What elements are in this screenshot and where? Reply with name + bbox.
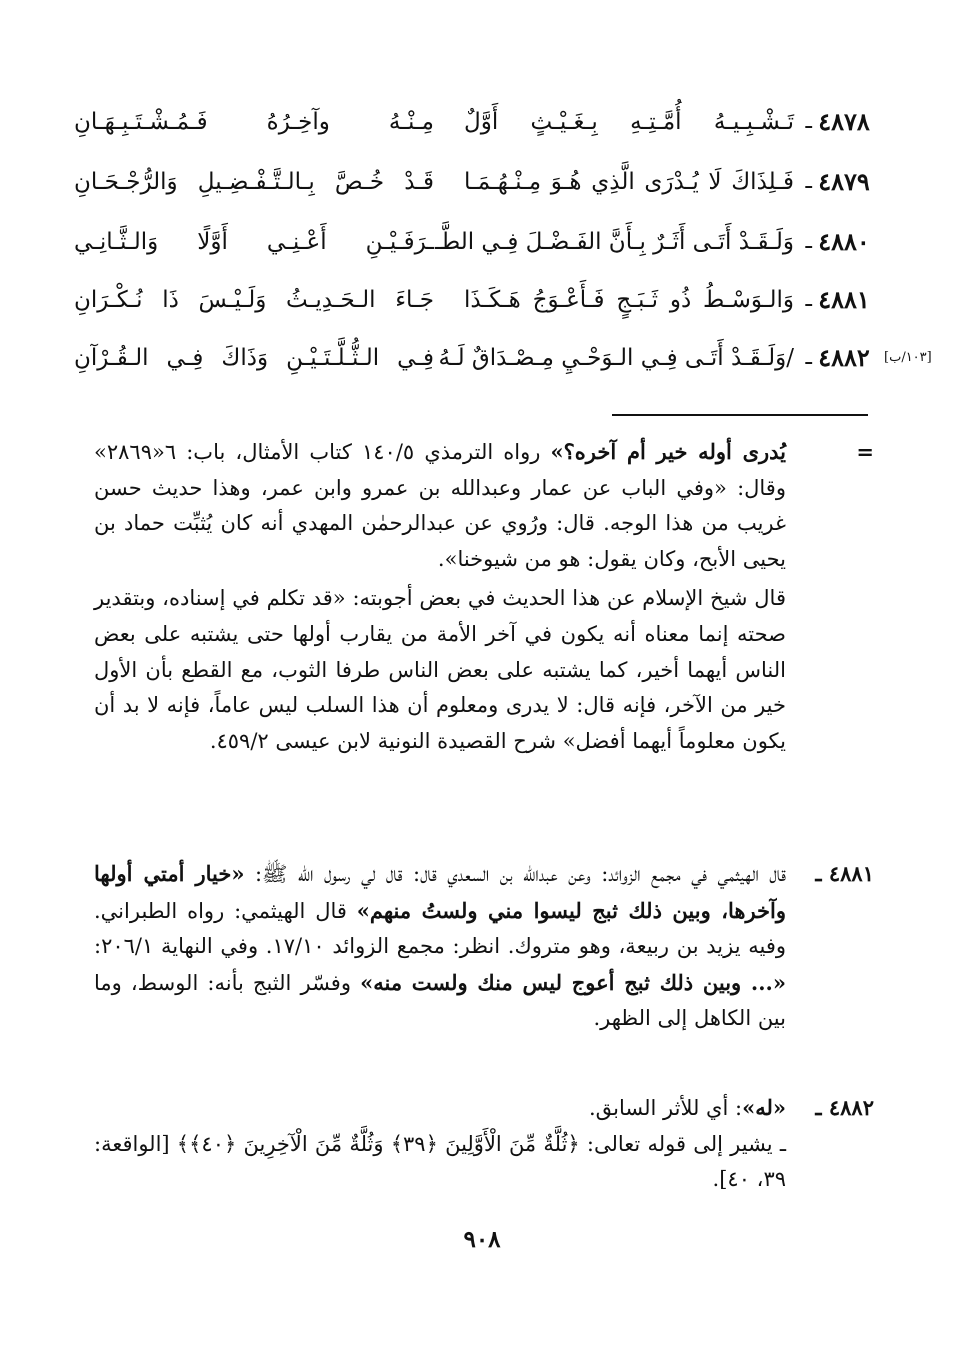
footnote-text: وفسّر الثبج بأنه: الوسط، وما بين الكاهل إلى الظهر. [94, 970, 786, 1031]
verse-dash: ـ [805, 169, 812, 194]
quoted-word: «له» [742, 1095, 786, 1120]
verse-second-hemistich: جَـاءَ الـحَـدِيـثُ وَلَـيْـسَ ذَا نُـكْـرَانِ [74, 287, 434, 313]
hadith-quote: «... وبين ذلك ثبج أعوج ليس منك ولست منه» [360, 969, 786, 995]
verse-first-hemistich: فَـلِذَاكَ لَا يُـدْرَى الَّذِي هُـوَ مِـنْـهُـمَـا [464, 169, 794, 195]
verse-number: ٤٨٧٨ [818, 107, 870, 136]
verse-second-hemistich: مِـنْـهُ وآخِـرُهُ فَـمُـشْـتَـبِـهَـانِ [74, 109, 434, 135]
footnote-4881 [94, 856, 874, 1037]
verse-first-hemistich: وَالـوَسْـطُ ذُو ثَـبَـجٍ فَـأَعْـوَجُ هَـكَـذَا [464, 287, 794, 313]
footnote-continued [94, 434, 874, 759]
verse-4880 [44, 220, 874, 270]
verse-dash: ـ [805, 109, 812, 134]
footnote-text: : أي للأثر السابق. [588, 1096, 743, 1120]
verse-4879 [44, 160, 874, 210]
verse-number: ٤٨٨٠ [818, 227, 870, 256]
footnote-number: ٤٨٨١ ـ [815, 861, 874, 886]
footnote-separator [612, 414, 868, 416]
manuscript-folio-marker: [١٠٣/ب] [884, 350, 932, 365]
footnote-paragraph [94, 856, 786, 1037]
hadith-quote: «خيار أمتي أولها وآخرها، وبين ذلك ثبج ليسوا مني ولستُ منهم» [94, 861, 787, 923]
footnote-paragraph [94, 434, 786, 577]
verse-first-hemistich: تَـشْـبِـيـهُ أُمَّـتِـهِ بِـغَـيْـثٍ أَوَّلٌ [464, 109, 794, 135]
hadith-quote: يُدرى أوله خير أم آخره؟» [550, 439, 787, 464]
verse-first-hemistich: وَلَـقَـدْ أَتَـى أَثَـرٌ بِـأَنَّ الفَـضْـلَ فِـي الطَّـ [435, 229, 794, 255]
verse-4882 [44, 336, 874, 386]
footnote-text: رواه الترمذي ١٤٠/٥ كتاب الأمثال، باب: ٦«٢٨٦٩» وقال: «وفي الباب عن عمار وعبدالله بن عمرو وابن عمر، وهذا حديث حسن غريب من هذا الوجه. قال: ورُوي عن عبدالرحمٰن المهدي أنه كان يُثبِّت حماد بن يحيى الأبح، وكان يقول: هو من شيوخنا». [94, 440, 786, 571]
verse-dash: ـ [805, 345, 812, 370]
footnote-text: قال الهيثمي: رواه الطبراني. وفيه يزيد بن ربيعة، وهو متروك. انظر: مجمع الزوائد ١٧/١٠. وفي النهاية ٢٠٦/١: [94, 898, 786, 959]
verse-number: ٤٨٨١ [818, 285, 870, 314]
verse-second-hemistich: فِـي الـثُّـلَّـتَـيْـنِ وَذَاكَ فِـي الـقُـرْآنِ [74, 345, 434, 371]
verse-number: ٤٨٧٩ [818, 167, 870, 196]
verse-number: ٤٨٨٢ [818, 343, 870, 372]
verse-second-hemistich: قَـدْ خُـصَّ بِـالـتَّـفْـضِـيلِ وَالرُّجْـحَـانِ [74, 169, 434, 195]
verse-4878 [44, 100, 874, 150]
verse-first-hemistich: /وَلَـقَـدْ أَتَـى فِـي الـوَحْـيِ مِـصْـدَاقٌ لَـهُ [438, 345, 794, 371]
verse-4881 [44, 278, 874, 328]
footnote-paragraph [94, 1090, 786, 1127]
footnote-4882 [94, 1090, 874, 1198]
footnote-text: قال الهيثمي في مجمع الزوائد: وعن عبدالله بن السعدي قال: قال لي رسول الله ﷺ: [244, 862, 787, 886]
verse-second-hemistich: ـرَفَـيْـنِ أَعْـنِـي أَوَّلًا وَالـثَّـانِـي [74, 229, 434, 255]
footnote-paragraph: ـ يشير إلى قوله تعالى: ﴿ثُلَّةٌ مِّنَ الْأَوَّلِينَ ﴿٣٩﴾ وَثُلَّةٌ مِّنَ الْآخِرِينَ ﴿٤٠﴾﴾ [الواقعة: ٣٩، ٤٠]. [94, 1131, 786, 1192]
page-number: ٩٠٨ [463, 1226, 501, 1253]
verse-dash: ـ [805, 287, 812, 312]
continuation-marker: = [856, 439, 874, 464]
verse-dash: ـ [805, 229, 812, 254]
footnote-number: ٤٨٨٢ ـ [815, 1095, 874, 1120]
footnote-paragraph: قال شيخ الإسلام عن هذا الحديث في بعض أجوبته: «قد تكلم في إسناده، وبتقدير صحته إنما معناه أنه يكون في آخر الأمة من يقارب أولها حتى يشتبه على بعض الناس أيهما أخير، كما يشتبه على بعض الناس طرفا الثوب، مع القطع بأن الأول خير من الآخر، فإنه قال: لا يدرى ومعلوم أن هذا السلب ليس عاماً، فإنه لا بد أن يكون معلوماً أيهما أفضل» شرح القصيدة النونية لابن عيسى ٤٥٩/٢. [94, 586, 786, 753]
